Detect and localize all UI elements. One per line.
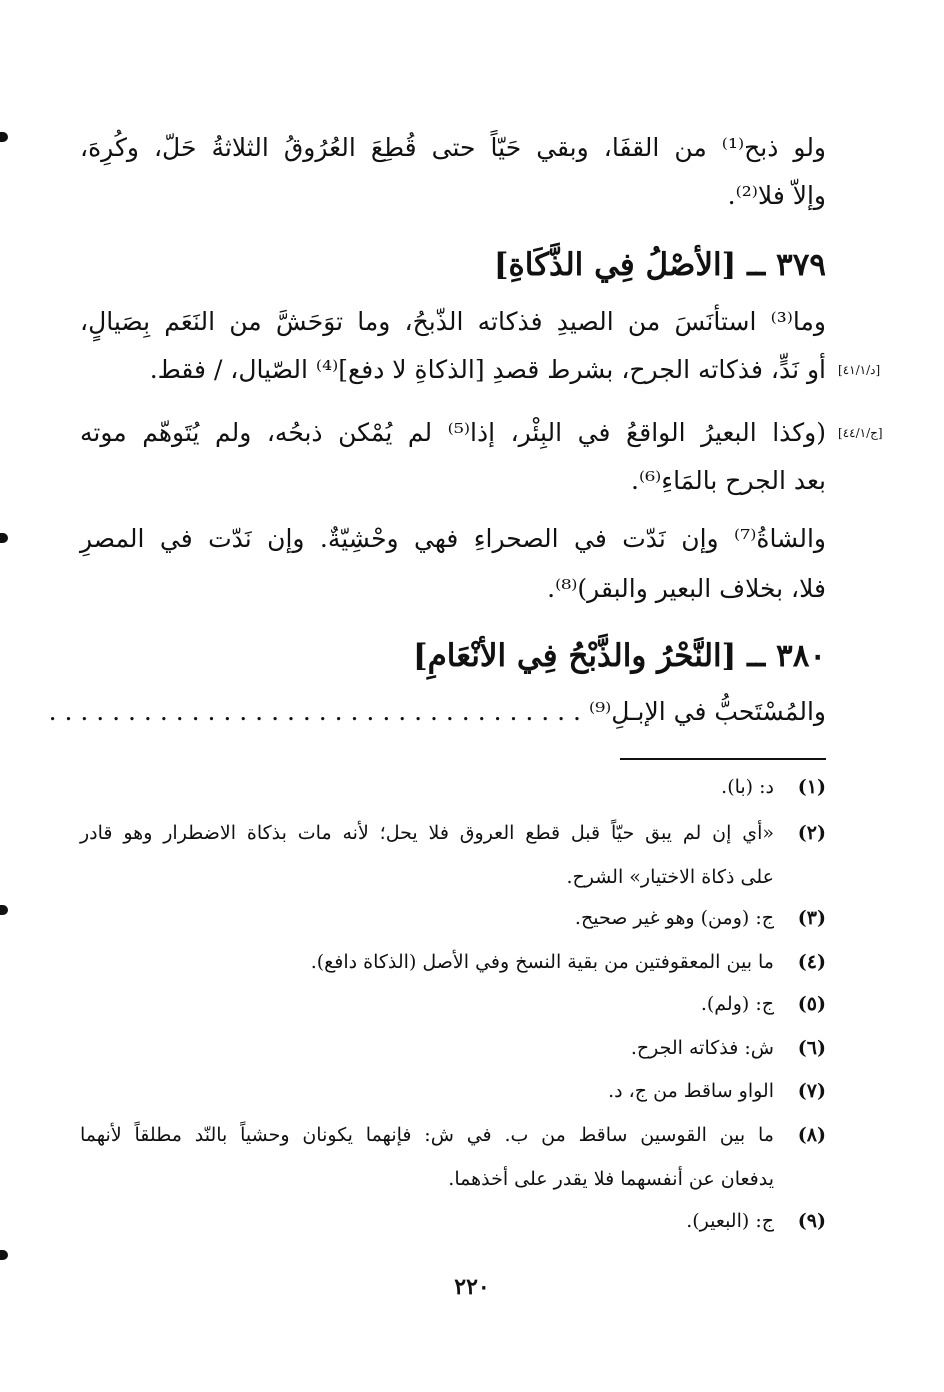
paragraph-line: وما⁽³⁾ استأنَسَ من الصيدِ فذكاته الذّبحُ، وما توَحَشَّ من النَعَم بِصَيالٍ،: [80, 307, 826, 336]
footnote-number: (١): [797, 776, 826, 798]
paragraph-line: أو نَدٍّ، فذكاته الجرح، بشرط قصدِ [الذكاةِ لا دفع]⁽⁴⁾ الصّيال، / فقط.: [149, 355, 826, 384]
footnote-number: (٩): [797, 1210, 826, 1232]
footnote-number: (٦): [797, 1037, 826, 1059]
footnote-text: ش: فذكاته الجرح.: [630, 1037, 774, 1059]
manuscript-margin-ref: [د/٤١/١]: [838, 363, 881, 377]
section-heading-380: ٣٨٠ ــ [النَّحْرُ والذَّبْحُ فِي الأنْعَامِ]: [412, 638, 826, 674]
manuscript-margin-ref: [ج/٤٤/١]: [838, 426, 883, 440]
scan-mark: [0, 533, 8, 543]
paragraph-line: ولو ذبح⁽¹⁾ من القفَا، وبقي حَيّاً حتى قُطِعَ العُرُوقُ الثلاثةُ حَلّ، وكُرِهَ،: [80, 133, 827, 162]
footnote-text: ما بين المعقوفتين من بقية النسخ وفي الأصل (الذكاة دافع).: [310, 951, 774, 973]
footnote-text: على ذكاة الاختيار» الشرح.: [566, 866, 774, 888]
footnote-number: (٥): [797, 993, 826, 1015]
footnote-number: (٢): [797, 822, 826, 844]
footnote-text: ج: (ومن) وهو غير صحيح.: [574, 907, 774, 929]
footnote-text: ج: (ولم).: [700, 993, 774, 1015]
scan-mark: [0, 132, 8, 142]
page-number: ٢٢٠: [454, 1274, 490, 1300]
footnote-separator: [620, 758, 826, 760]
footnote-number: (٤): [797, 951, 826, 973]
paragraph-line: بعد الجرح بالمَاءِ⁽⁶⁾.: [631, 466, 826, 495]
scan-mark: [0, 1250, 8, 1260]
footnote-text: ما بين القوسين ساقط من ب. في ش: فإنهما يكونان وحشياً بالنّد مطلقاً لأنهما: [80, 1124, 774, 1146]
paragraph-line: فلا، بخلاف البعير والبقر)⁽⁸⁾.: [547, 574, 826, 603]
section-heading-379: ٣٧٩ ــ [الأصْلُ فِي الذَّكَاةِ]: [493, 247, 826, 283]
paragraph-line: والمُسْتَحبُّ في الإبـلِ⁽⁹⁾ . . . . . . . . . . . . . . . . . . . . . . . . . . . . . . . . . .: [48, 697, 826, 726]
footnote-text: د: (با).: [721, 776, 774, 798]
footnote-text: يدفعان عن أنفسهما فلا يقدر على أخذهما.: [448, 1168, 774, 1190]
footnote-text: الواو ساقط من ج، د.: [608, 1080, 774, 1102]
paragraph-line: والشاةُ⁽⁷⁾ وإن نَدّت في الصحراءِ فهي وحْشِيّةٌ. وإن نَدّت في المصرِ: [80, 524, 826, 553]
footnote-text: ج: (البعير).: [686, 1210, 774, 1232]
footnote-number: (٣): [797, 907, 826, 929]
footnote-number: (٨): [797, 1124, 826, 1146]
paragraph-line: وإلاّ فلا⁽²⁾.: [727, 181, 826, 210]
scan-mark: [0, 905, 8, 915]
paragraph-line: (وكذا البعيرُ الواقعُ في البِئْر، إذا⁽⁵⁾ لم يُمْكن ذبحُه، ولم يُتَوهّم موته: [80, 418, 827, 447]
footnote-number: (٧): [797, 1080, 826, 1102]
footnote-text: «أي إن لم يبق حيّاً قبل قطع العروق فلا يحل؛ لأنه مات بذكاة الاضطرار وهو قادر: [80, 822, 774, 844]
